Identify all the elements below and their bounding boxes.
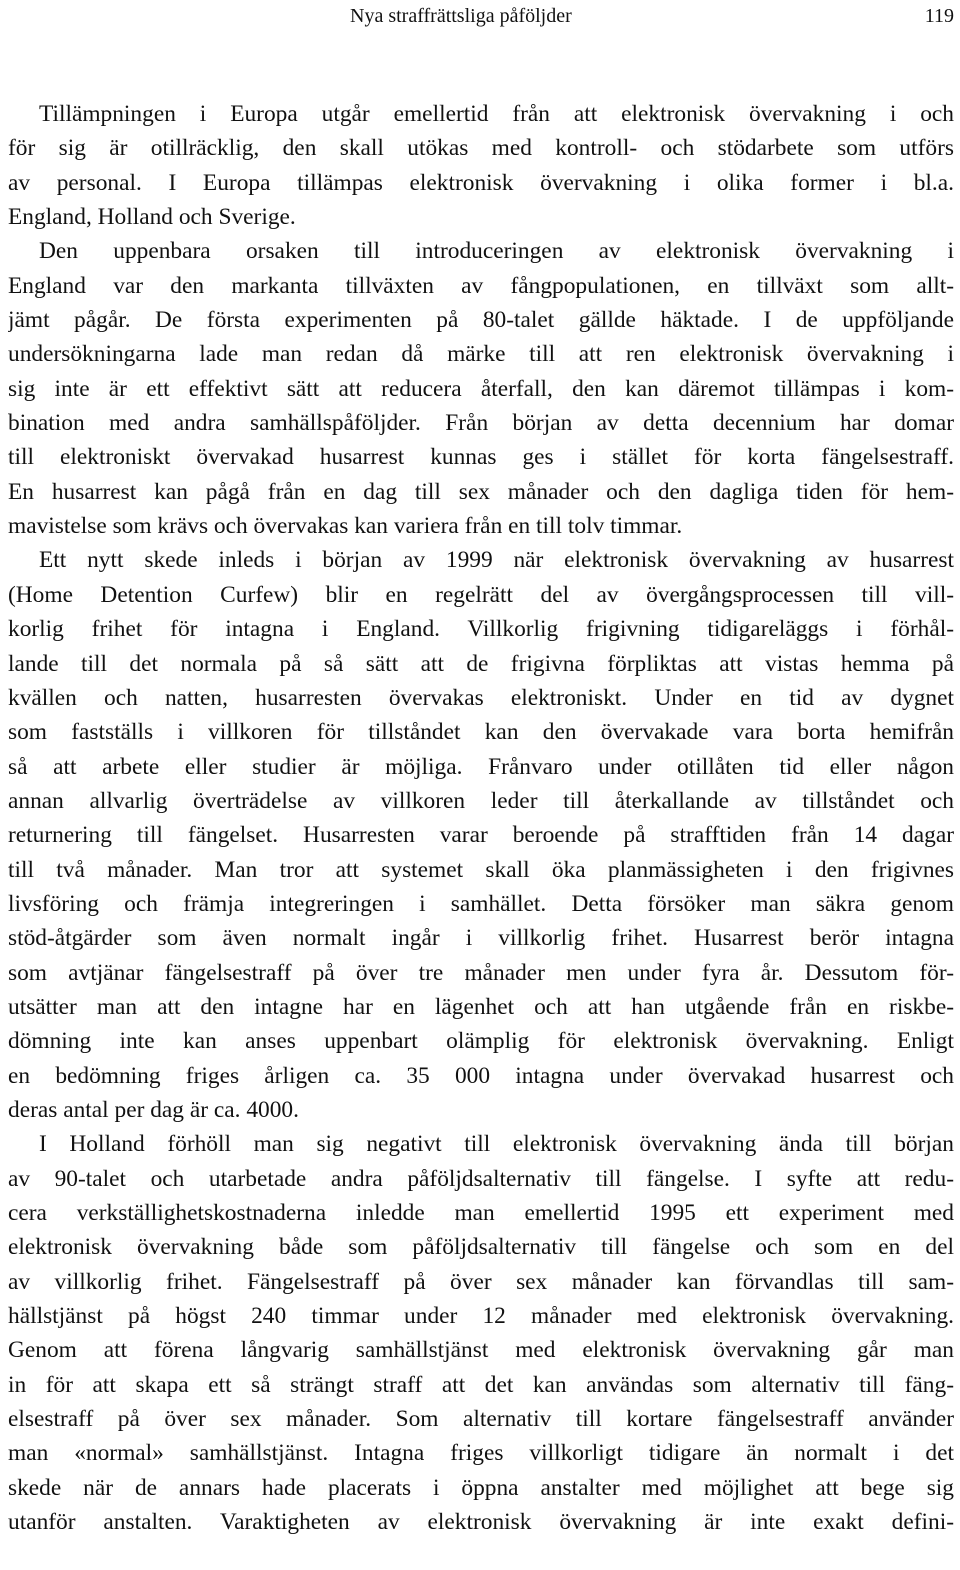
text-line: undersökningarna lade man redan då märke till att ren elektronisk övervakning i bbox=[8, 341, 954, 368]
text-line: till två månader. Man tror att systemet skall öka planmässigheten i den frigivnes bbox=[8, 856, 954, 883]
text-line: dömning inte kan anses uppenbart olämplig för elektronisk övervakning. Enligt bbox=[8, 1028, 954, 1055]
text-line: utanför anstalten. Varaktigheten av elektronisk övervakning är inte exakt defini- bbox=[8, 1509, 954, 1536]
text-line: skede när de annars hade placerats i öppna anstalter med möjlighet att bege sig bbox=[8, 1474, 954, 1501]
text-line: elektronisk övervakning både som påföljdsalternativ till fängelse och som en del bbox=[8, 1234, 954, 1261]
text-line: Genom att förena långvarig samhällstjänst med elektronisk övervakning går man bbox=[8, 1337, 954, 1364]
text-line: elsestraff på över sex månader. Som alternativ till kortare fängelsestraff använder bbox=[8, 1406, 954, 1433]
running-header bbox=[0, 4, 960, 28]
text-line: Tillämpningen i Europa utgår emellertid från att elektronisk övervakning i och bbox=[39, 101, 954, 127]
text-line: så att arbete eller studier är möjliga. Frånvaro under otillåten tid eller någon bbox=[8, 753, 954, 780]
text-line: I Holland förhöll man sig negativt till elektronisk övervakning ända till början bbox=[39, 1131, 954, 1158]
text-line: Ett nytt skede inleds i början av 1999 när elektronisk övervakning av husarrest bbox=[39, 547, 954, 574]
text-line: livsföring och främja integreringen i samhället. Detta försöker man säkra genom bbox=[8, 890, 954, 917]
text-line: bination med andra samhällspåföljder. Från början av detta decennium har domar bbox=[8, 410, 954, 437]
text-line: av villkorlig frihet. Fängelsestraff på över sex månader kan förvandlas till sam- bbox=[8, 1268, 954, 1295]
text-line: lande till det normala på så sätt att de frigivna förpliktas att vistas hemma på bbox=[8, 650, 954, 677]
text-line: som fastställs i villkoren för tillståndet kan den övervakade vara borta hemifrån bbox=[8, 719, 954, 746]
text-line: som avtjänar fängelsestraff på över tre månader men under fyra år. Dessutom för- bbox=[8, 959, 954, 986]
text-line: annan allvarlig överträdelse av villkoren leder till återkallande av tillståndet och bbox=[8, 787, 954, 814]
text-line: (Home Detention Curfew) blir en regelrätt del av övergångsprocessen till vill- bbox=[8, 581, 954, 608]
text-line: hällstjänst på högst 240 timmar under 12 månader med elektronisk övervakning. bbox=[8, 1303, 954, 1330]
text-line: kvällen och natten, husarresten övervakas elektroniskt. Under en tid av dygnet bbox=[8, 684, 954, 711]
text-line: en bedömning friges årligen ca. 35 000 intagna under övervakad husarrest och bbox=[8, 1062, 954, 1089]
text-line: jämt pågår. De första experimenten på 80-talet gällde häktade. I de uppföljande bbox=[8, 307, 954, 334]
text-line: till elektroniskt övervakad husarrest kunnas ges i stället för korta fängelsestraff. bbox=[8, 444, 954, 471]
page-number: 119 bbox=[924, 5, 954, 27]
text-line: mavistelse som krävs och övervakas kan variera från en till tolv timmar. bbox=[8, 513, 683, 540]
text-line: korlig frihet för intagna i England. Villkorlig frigivning tidigareläggs i förhål- bbox=[8, 616, 954, 643]
text-line: stöd-åtgärder som även normalt ingår i villkorlig frihet. Husarrest berör intagna bbox=[8, 925, 954, 952]
text-line: sig inte är ett effektivt sätt att reducera återfall, den kan däremot tillämpas i kom- bbox=[8, 375, 954, 402]
text-line: England var den markanta tillväxten av fångpopulationen, en tillväxt som allt- bbox=[8, 272, 954, 299]
text-line: in för att skapa ett så strängt straff att det kan användas som alternativ till fäng- bbox=[8, 1371, 954, 1398]
text-line: för sig är otillräcklig, den skall utökas med kontroll- och stödarbete som utförs bbox=[8, 135, 954, 162]
text-line: deras antal per dag är ca. 4000. bbox=[8, 1096, 299, 1123]
text-line: England, Holland och Sverige. bbox=[8, 204, 296, 231]
text-line: av 90-talet och utarbetade andra påföljdsalternativ till fängelse. I syfte att redu- bbox=[8, 1165, 954, 1192]
text-line: cera verkställighetskostnaderna inledde man emellertid 1995 ett experiment med bbox=[8, 1200, 954, 1226]
text-line: Den uppenbara orsaken till introduceringen av elektronisk övervakning i bbox=[39, 238, 954, 265]
running-title: Nya straffrättsliga påföljder bbox=[350, 5, 572, 27]
text-line: utsätter man att den intagne har en lägenhet och att han utgående från en riskbe- bbox=[8, 993, 954, 1020]
text-line: man «normal» samhällstjänst. Intagna friges villkorligt tidigare än normalt i det bbox=[8, 1440, 954, 1467]
body-text bbox=[8, 97, 954, 1539]
text-line: av personal. I Europa tillämpas elektronisk övervakning i olika former i bl.a. bbox=[8, 169, 954, 196]
text-line: returnering till fängelset. Husarresten varar beroende på strafftiden från 14 dagar bbox=[8, 822, 954, 849]
text-line: En husarrest kan pågå från en dag till sex månader och den dagliga tiden för hem- bbox=[8, 478, 954, 505]
